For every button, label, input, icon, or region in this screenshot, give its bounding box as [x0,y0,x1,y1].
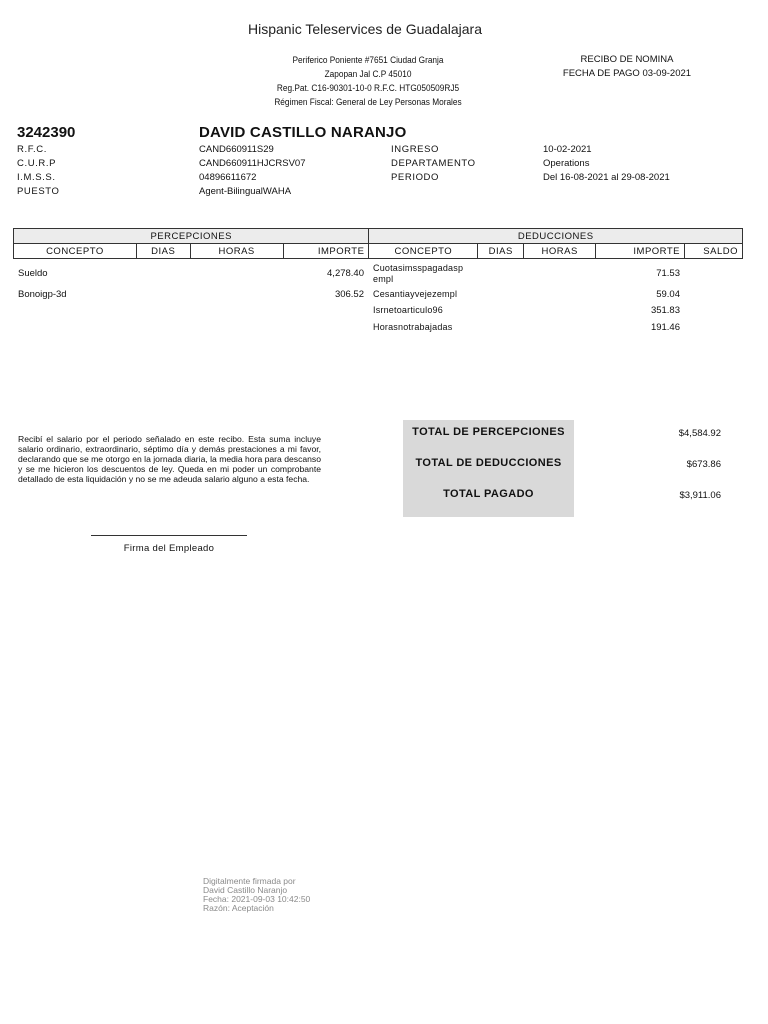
total-deducciones-value: $673.86 [686,459,721,470]
table-cell-importe: 4,278.40 [327,268,364,279]
digital-signature-line: Fecha: 2021-09-03 10:42:50 [203,894,311,904]
ingreso-value: 10-02-2021 [543,144,592,155]
signature-line [91,535,247,536]
table-cell-importe: 351.83 [650,305,680,316]
table-row: Horasnotrabajadas [373,322,453,332]
address-line: Reg.Pat. C16-90301-10-0 R.F.C. HTG050509RJ5 [276,83,460,93]
total-percepciones-label: TOTAL DE PERCEPCIONES [412,426,565,438]
address-line: Zapopan Jal C.P 45010 [324,69,412,79]
company-name: Hispanic Teleservices de Guadalajara [248,21,482,37]
document-title: RECIBO DE NOMINA [580,54,674,65]
total-percepciones-value: $4,584.92 [678,428,721,439]
employee-id: 3242390 [17,124,76,141]
imss-label: I.M.S.S. [17,172,56,183]
table-row: Bonoigp-3d [18,289,67,300]
curp-value: CAND660911HJCRSV07 [199,158,306,169]
table-cell-importe: 71.53 [656,268,680,279]
employee-name: DAVID CASTILLO NARANJO [199,124,407,141]
curp-label: C.U.R.P [17,158,57,169]
company-address [258,53,479,109]
departamento-label: DEPARTAMENTO [391,158,476,169]
periodo-value: Del 16-08-2021 al 29-08-2021 [543,172,670,183]
table-row: Cesantiayvejezempl [373,289,458,299]
ded-saldo-header: SALDO [685,244,743,259]
ded-concepto-header: CONCEPTO [369,244,478,259]
table-cell-importe: 306.52 [334,289,364,300]
deducciones-section-title: DEDUCCIONES [369,229,743,244]
rfc-value: CAND660911S29 [199,144,274,155]
perc-horas-header: HORAS [190,244,283,259]
ded-importe-header: IMPORTE [596,244,685,259]
ingreso-label: INGRESO [391,144,440,155]
digital-signature [203,877,310,913]
perc-importe-header: IMPORTE [283,244,369,259]
pay-date: FECHA DE PAGO 03-09-2021 [562,68,692,79]
total-pagado-label: TOTAL PAGADO [443,488,534,500]
percepciones-section-title: PERCEPCIONES [14,229,369,244]
payroll-table-header [13,228,743,259]
table-cell-importe: 191.46 [650,322,680,333]
departamento-value: Operations [543,158,590,169]
table-row: Sueldo [18,268,48,279]
perc-concepto-header: CONCEPTO [14,244,137,259]
total-pagado-value: $3,911.06 [679,490,721,501]
rfc-label: R.F.C. [17,144,47,155]
perc-dias-header: DIAS [136,244,190,259]
imss-value: 04896611672 [199,172,257,183]
signature-label: Firma del Empleado [123,543,215,554]
disclaimer-text: Recibí el salario por el periodo señalado en este recibo. Esta suma incluye salario ordinario, extraordinario, séptimo día y demás prestaciones a mi favor, declarando que se me otorgo en la jornada diaria, la media hora para descanso y se me hicieron los descuentos de ley. Queda en mi poder un comprobante detallado de esta liquidación y no se me adeuda salario alguno a esta fecha. [18,434,321,484]
table-row: Isrnetoarticulo96 [373,305,443,315]
puesto-value: Agent-BilingualWAHA [199,186,292,197]
periodo-label: PERIODO [391,172,440,183]
table-cell-importe: 59.04 [656,289,680,300]
ded-horas-header: HORAS [524,244,596,259]
puesto-label: PUESTO [17,186,60,197]
ded-dias-header: DIAS [478,244,524,259]
digital-signature-line: Razón: Aceptación [203,903,274,913]
total-deducciones-label: TOTAL DE DEDUCCIONES [415,457,562,469]
address-line: Régimen Fiscal: General de Ley Personas Morales [274,97,462,107]
table-row: Cuotasimsspagadasp empl [373,263,464,284]
receipt-info [540,53,714,81]
address-line: Periferico Poniente #7651 Ciudad Granja [292,55,444,65]
digital-signature-line: David Castillo Naranjo [203,885,288,895]
digital-signature-line: Digitalmente firmada por [203,876,296,886]
